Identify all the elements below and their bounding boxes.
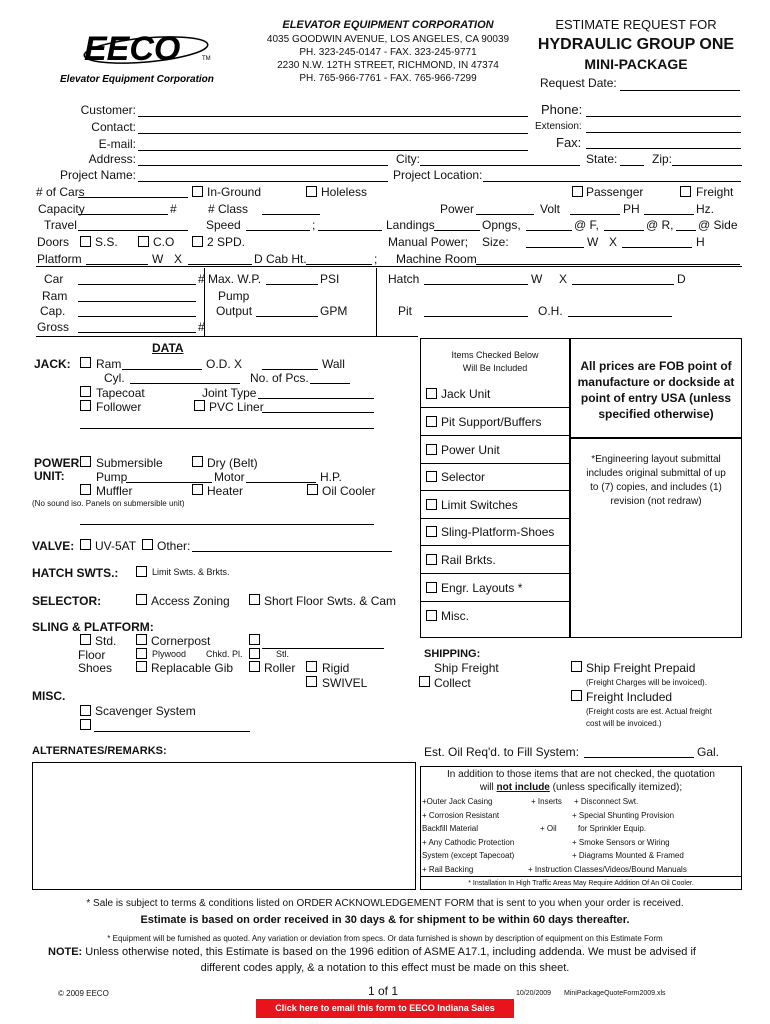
shoes-label: Shoes bbox=[78, 661, 113, 675]
project-name-label: Project Name: bbox=[59, 168, 136, 182]
contact-label: Contact: bbox=[91, 120, 136, 134]
fob-line: point of entry USA (unless bbox=[580, 391, 732, 405]
note-text-1: NOTE: Unless otherwise noted, this Estimate is based on the 1996 edition of ASME A17.1, including addenda. We must be advised if bbox=[48, 946, 696, 958]
cyl-field[interactable] bbox=[130, 383, 240, 384]
jack-ram-field[interactable] bbox=[122, 369, 202, 370]
replacable-gib-checkbox[interactable] bbox=[136, 661, 147, 672]
od-label: O.D. X bbox=[206, 357, 243, 371]
roller-checkbox[interactable] bbox=[249, 661, 260, 672]
not-included-item: + Smoke Sensors or Wiring bbox=[572, 837, 670, 847]
item-divider bbox=[420, 407, 570, 408]
logo-text: EECO bbox=[84, 30, 181, 68]
volt-label: Volt bbox=[540, 202, 561, 216]
item-label: Misc. bbox=[441, 609, 469, 623]
item-checkbox[interactable] bbox=[426, 444, 437, 455]
landings-field[interactable] bbox=[434, 230, 480, 231]
no-pcs-field[interactable] bbox=[310, 383, 350, 384]
install-divider bbox=[420, 876, 742, 877]
selector-label: SELECTOR: bbox=[32, 594, 102, 608]
sale-terms-note: * Sale is subject to terms & conditions listed on ORDER ACKNOWLEDGEMENT FORM that is sent to you when your order is received. bbox=[86, 898, 684, 909]
items-title-2: Will Be Included bbox=[462, 363, 528, 373]
dry-belt-checkbox[interactable] bbox=[192, 456, 203, 467]
hp-label: H.P. bbox=[320, 470, 342, 484]
pit-label: Pit bbox=[398, 304, 413, 318]
not-included-line-1: In addition to those items that are not checked, the quotation bbox=[447, 769, 715, 780]
oil-required-field[interactable] bbox=[584, 757, 694, 758]
company-name: ELEVATOR EQUIPMENT CORPORATION bbox=[282, 19, 494, 31]
inground-checkbox[interactable] bbox=[192, 186, 203, 197]
item-divider bbox=[420, 518, 570, 519]
phase-field[interactable] bbox=[570, 214, 620, 215]
customer-label: Customer: bbox=[80, 103, 136, 117]
prepaid-label: Ship Freight Prepaid bbox=[586, 661, 696, 675]
valve-other-checkbox[interactable] bbox=[142, 539, 153, 550]
inground-label: In-Ground bbox=[207, 185, 262, 199]
misc-label: MISC. bbox=[32, 689, 66, 703]
passenger-checkbox[interactable] bbox=[572, 186, 583, 197]
heater-checkbox[interactable] bbox=[192, 484, 203, 495]
valve-other-label: Other: bbox=[157, 539, 191, 553]
hertz-field[interactable] bbox=[644, 214, 694, 215]
not-included-item: +Outer Jack Casing bbox=[422, 797, 493, 806]
no-sound-note: (No sound iso. Panels on submersible unit) bbox=[32, 499, 185, 508]
dry-belt-label: Dry (Belt) bbox=[207, 456, 258, 470]
oil-required-label: Est. Oil Req'd. to Fill System: bbox=[424, 745, 579, 759]
openings-field[interactable] bbox=[526, 230, 572, 231]
swivel-label: SWIVEL bbox=[322, 676, 368, 690]
oil-cooler-checkbox[interactable] bbox=[307, 484, 318, 495]
item-label: Limit Switches bbox=[441, 498, 518, 512]
platform-w: W bbox=[152, 252, 164, 266]
doors-ss-label: S.S. bbox=[95, 235, 118, 249]
not-included-item: for Sprinkler Equip. bbox=[578, 824, 647, 833]
spd2-label: 2 SPD. bbox=[207, 235, 246, 249]
not-included-item: + Corrosion Resistant bbox=[422, 810, 500, 820]
overhead-field[interactable] bbox=[568, 316, 672, 317]
hatch-x-field[interactable] bbox=[572, 284, 674, 285]
item-checkbox[interactable] bbox=[426, 416, 437, 427]
cap-field[interactable] bbox=[78, 316, 196, 317]
oil-cooler-label: Oil Cooler bbox=[322, 484, 376, 498]
doors-co-checkbox[interactable] bbox=[138, 236, 149, 247]
limit-switches-label: Limit Swts. & Brkts. bbox=[152, 567, 230, 577]
size-w: W bbox=[587, 235, 599, 249]
cab-semicolon: ; bbox=[374, 252, 378, 266]
item-divider bbox=[420, 463, 570, 464]
not-included-item: + Any Cathodic Protection bbox=[422, 837, 515, 847]
speed-field-2[interactable] bbox=[318, 230, 382, 231]
power-unit-extra-field[interactable] bbox=[80, 524, 374, 525]
size-w-field[interactable] bbox=[526, 247, 584, 248]
power-unit-label-2: UNIT: bbox=[34, 469, 65, 483]
request-date-field[interactable] bbox=[620, 90, 740, 91]
od-field[interactable] bbox=[262, 369, 318, 370]
capacity-hash: # bbox=[170, 202, 177, 216]
jack-extra-field[interactable] bbox=[80, 428, 374, 429]
collect-checkbox[interactable] bbox=[419, 676, 430, 687]
gross-field[interactable] bbox=[78, 332, 196, 333]
item-divider bbox=[420, 545, 570, 546]
phone-field[interactable] bbox=[586, 116, 741, 117]
scavenger-checkbox[interactable] bbox=[80, 705, 91, 716]
logo-tm: TM bbox=[202, 56, 211, 62]
fob-line: specified otherwise) bbox=[598, 407, 714, 421]
access-zoning-label: Access Zoning bbox=[151, 594, 230, 608]
item-checkbox[interactable] bbox=[426, 554, 437, 565]
not-included-item: System (except Tapecoat) bbox=[422, 851, 515, 860]
platform-w-field[interactable] bbox=[86, 264, 148, 265]
extension-field[interactable] bbox=[586, 132, 741, 133]
at-front-label: @ F, bbox=[574, 218, 599, 232]
speed-field[interactable] bbox=[246, 230, 310, 231]
gross-label: Gross bbox=[37, 320, 70, 334]
alternates-label: ALTERNATES/REMARKS: bbox=[32, 745, 167, 757]
speed-semicolon: ; bbox=[312, 218, 316, 232]
email-label: E-mail: bbox=[98, 137, 136, 151]
pit-field[interactable] bbox=[424, 316, 528, 317]
roller-label: Roller bbox=[264, 661, 296, 675]
freight-checkbox[interactable] bbox=[680, 186, 691, 197]
hatch-w: W bbox=[531, 272, 543, 286]
overhead-label: O.H. bbox=[538, 304, 563, 318]
request-date-label: Request Date: bbox=[540, 76, 617, 90]
ship-freight-label: Ship Freight bbox=[434, 661, 499, 675]
alternates-remarks-field[interactable] bbox=[32, 762, 416, 890]
engineering-line: to (7) copies, and includes (1) bbox=[590, 482, 722, 493]
gallons-label: Gal. bbox=[697, 745, 720, 759]
submersible-checkbox[interactable] bbox=[80, 456, 91, 467]
logo-subtitle: Elevator Equipment Corporation bbox=[60, 74, 214, 85]
ram-field[interactable] bbox=[78, 301, 196, 302]
cornerpost-checkbox[interactable] bbox=[136, 634, 147, 645]
max-wp-label: Max. W.P. bbox=[208, 272, 262, 286]
vline-1 bbox=[204, 268, 205, 336]
hatch-d: D bbox=[677, 272, 686, 286]
car-label: Car bbox=[44, 272, 64, 286]
city-field[interactable] bbox=[420, 165, 580, 166]
cars-field[interactable] bbox=[78, 197, 188, 198]
item-checkbox[interactable] bbox=[426, 582, 437, 593]
hatch-label: Hatch bbox=[388, 272, 420, 286]
valve-label: VALVE: bbox=[32, 539, 75, 553]
company-address-1: 4035 GOODWIN AVENUE, LOS ANGELES, CA 90039 bbox=[266, 34, 510, 45]
item-checkbox[interactable] bbox=[426, 610, 437, 621]
not-included-inserts: + Inserts bbox=[531, 797, 562, 806]
freight-costs-note-1: (Freight costs are est. Actual freight bbox=[586, 707, 712, 716]
cab-height-label: D Cab Ht. bbox=[254, 252, 307, 266]
car-hash: # bbox=[198, 272, 205, 286]
sling-extra-field[interactable] bbox=[262, 648, 384, 649]
item-label: Power Unit bbox=[441, 443, 500, 457]
psi-label: PSI bbox=[320, 272, 340, 286]
manual-power-label: Manual Power; bbox=[388, 235, 469, 249]
max-wp-field[interactable] bbox=[266, 284, 318, 285]
std-label: Std. bbox=[95, 634, 117, 648]
form-title: HYDRAULIC GROUP ONE bbox=[537, 36, 735, 53]
rigid-label: Rigid bbox=[322, 661, 350, 675]
item-label: Pit Support/Buffers bbox=[441, 415, 542, 429]
company-logo bbox=[54, 30, 234, 90]
zip-field[interactable] bbox=[672, 165, 742, 166]
note-text-2: different codes apply, & a notation to this effect must be made on this sheet. bbox=[200, 962, 570, 974]
pvc-liner-checkbox[interactable] bbox=[194, 400, 205, 411]
std-checkbox[interactable] bbox=[80, 634, 91, 645]
size-label: Size: bbox=[482, 235, 509, 249]
heater-label: Heater bbox=[207, 484, 244, 498]
fob-line: All prices are FOB point of bbox=[580, 359, 732, 373]
item-label: Jack Unit bbox=[441, 387, 491, 401]
misc-extra-field[interactable] bbox=[94, 731, 250, 732]
pump-unit-label: Pump bbox=[96, 470, 128, 484]
sling-platform-label: SLING & PLATFORM: bbox=[32, 620, 154, 634]
project-location-label: Project Location: bbox=[393, 168, 483, 182]
machine-room-label: Machine Room bbox=[396, 252, 477, 266]
fax-label: Fax: bbox=[556, 135, 582, 150]
hatch-x: X bbox=[559, 272, 568, 286]
address-field[interactable] bbox=[138, 165, 388, 166]
hertz-label: Hz. bbox=[696, 202, 714, 216]
machine-room-field[interactable] bbox=[476, 264, 740, 265]
state-field[interactable] bbox=[620, 165, 644, 166]
output-label: Output bbox=[216, 304, 253, 318]
speed-label: Speed bbox=[206, 218, 241, 232]
project-location-field[interactable] bbox=[483, 181, 741, 182]
wall-label: Wall bbox=[322, 357, 345, 371]
contact-field[interactable] bbox=[138, 133, 528, 134]
invoiced-note: (Freight Charges will be invoiced). bbox=[586, 678, 707, 687]
class-field[interactable] bbox=[262, 214, 320, 215]
customer-field[interactable] bbox=[138, 116, 528, 117]
jack-ram-checkbox[interactable] bbox=[80, 357, 91, 368]
travel-label: Travel bbox=[44, 218, 77, 232]
data-title: DATA bbox=[152, 341, 184, 355]
pump-unit-field[interactable] bbox=[126, 482, 212, 483]
estimate-validity-note: Estimate is based on order received in 30 days & for shipment to be within 60 days thereafter. bbox=[140, 914, 630, 926]
joint-type-field[interactable] bbox=[258, 398, 374, 399]
size-x-field[interactable] bbox=[622, 247, 692, 248]
email-field[interactable] bbox=[138, 150, 528, 151]
jack-label: JACK: bbox=[34, 357, 71, 371]
access-zoning-checkbox[interactable] bbox=[136, 594, 147, 605]
tapecoat-checkbox[interactable] bbox=[80, 386, 91, 397]
collect-label: Collect bbox=[434, 676, 471, 690]
state-label: State: bbox=[586, 152, 618, 166]
uv5at-label: UV-5AT bbox=[95, 539, 137, 553]
passenger-label: Passenger bbox=[586, 185, 644, 199]
not-included-item: + Disconnect Swt. bbox=[574, 797, 639, 806]
motor-label: Motor bbox=[214, 470, 245, 484]
item-label: Sling-Platform-Shoes bbox=[441, 525, 555, 539]
steel-label: Stl. bbox=[276, 649, 290, 659]
eeco-logo-icon bbox=[54, 30, 234, 90]
email-form-button[interactable]: Click here to email this form to EECO Indiana Sales bbox=[256, 999, 514, 1018]
item-checkbox[interactable] bbox=[426, 526, 437, 537]
cornerpost-label: Cornerpost bbox=[151, 634, 211, 648]
scavenger-label: Scavenger System bbox=[95, 704, 196, 718]
plywood-checkbox[interactable] bbox=[136, 648, 147, 659]
estimate-request-label: ESTIMATE REQUEST FOR bbox=[555, 17, 717, 32]
not-included-item: + Instruction Classes/Videos/Bound Manuals bbox=[528, 864, 687, 874]
phone-label: Phone: bbox=[541, 102, 583, 117]
copyright: © 2009 EECO bbox=[58, 989, 109, 998]
output-field[interactable] bbox=[256, 316, 318, 317]
freight-label: Freight bbox=[696, 185, 734, 199]
at-front-field[interactable] bbox=[604, 230, 644, 231]
item-divider bbox=[420, 573, 570, 574]
pvc-liner-label: PVC Liner bbox=[209, 400, 264, 414]
engineering-line: includes original submittal of up bbox=[586, 468, 726, 479]
no-pcs-label: No. of Pcs. bbox=[250, 371, 309, 385]
limit-switches-checkbox[interactable] bbox=[136, 566, 147, 577]
items-title-1: Items Checked Below bbox=[451, 350, 539, 360]
checkered-plate-checkbox[interactable] bbox=[249, 648, 260, 659]
form-subtitle: MINI-PACKAGE bbox=[584, 56, 688, 72]
follower-label: Follower bbox=[96, 400, 142, 414]
joint-type-label: Joint Type bbox=[202, 386, 257, 400]
floor-label: Floor bbox=[78, 648, 106, 662]
doors-co-label: C.O bbox=[153, 235, 175, 249]
item-divider bbox=[420, 601, 570, 602]
gpm-label: GPM bbox=[320, 304, 348, 318]
cab-height-field[interactable] bbox=[306, 264, 372, 265]
short-floor-label: Short Floor Swts. & Cam bbox=[264, 594, 397, 608]
divider-1 bbox=[36, 266, 742, 267]
muffler-checkbox[interactable] bbox=[80, 484, 91, 495]
misc-extra-checkbox[interactable] bbox=[80, 719, 91, 730]
cap-label: Cap. bbox=[40, 304, 66, 318]
power-field[interactable] bbox=[476, 214, 534, 215]
capacity-field[interactable] bbox=[78, 214, 168, 215]
item-checkbox[interactable] bbox=[426, 471, 437, 482]
platform-x-field[interactable] bbox=[188, 264, 252, 265]
hatch-field[interactable] bbox=[424, 284, 528, 285]
company-phone-1: PH. 323-245-0147 - FAX. 323-245-9771 bbox=[299, 47, 477, 58]
zip-label: Zip: bbox=[652, 152, 673, 166]
item-checkbox[interactable] bbox=[426, 388, 437, 399]
vline-2 bbox=[376, 268, 377, 336]
capacity-label: Capacity bbox=[38, 202, 85, 216]
submersible-label: Submersible bbox=[96, 456, 163, 470]
openings-label: Opngs, bbox=[482, 218, 521, 232]
rigid-checkbox[interactable] bbox=[306, 661, 317, 672]
item-divider bbox=[420, 490, 570, 491]
follower-checkbox[interactable] bbox=[80, 400, 91, 411]
car-field[interactable] bbox=[78, 284, 196, 285]
sling-extra-checkbox[interactable] bbox=[249, 634, 260, 645]
muffler-label: Muffler bbox=[96, 484, 133, 498]
ram-label: Ram bbox=[42, 289, 68, 303]
divider-2 bbox=[36, 336, 418, 337]
uv5at-checkbox[interactable] bbox=[80, 539, 91, 550]
doors-label: Doors bbox=[37, 235, 70, 249]
power-label: Power bbox=[440, 202, 475, 216]
freight-costs-note-2: cost will be invoiced.) bbox=[586, 719, 662, 728]
doors-ss-checkbox[interactable] bbox=[80, 236, 91, 247]
equipment-note: * Equipment will be furnished as quoted. Any variation or deviation from specs. Or data furnished is shown by description of equipment on this Estimate Form bbox=[107, 934, 663, 943]
fob-line: manufacture or dockside at bbox=[577, 375, 735, 389]
checkered-plate-label: Chkd. Pl. bbox=[206, 649, 243, 659]
replacable-gib-label: Replacable Gib bbox=[151, 661, 234, 675]
form-date: 10/20/2009 bbox=[516, 990, 552, 997]
prepaid-checkbox[interactable] bbox=[571, 661, 582, 672]
platform-x: X bbox=[174, 252, 183, 266]
project-name-field[interactable] bbox=[138, 181, 388, 182]
not-included-line-2: will not include (unless specifically itemized); bbox=[479, 782, 683, 793]
at-rear-label: @ R, bbox=[646, 218, 674, 232]
page-number: 1 of 1 bbox=[368, 984, 399, 998]
freight-included-label: Freight Included bbox=[586, 690, 673, 704]
pump-label: Pump bbox=[218, 289, 250, 303]
tapecoat-label: Tapecoat bbox=[96, 386, 145, 400]
power-unit-label-1: POWER bbox=[34, 456, 80, 470]
cyl-label: Cyl. bbox=[104, 371, 125, 385]
address-label: Address: bbox=[88, 152, 136, 166]
not-included-item: + Special Shunting Provision bbox=[572, 810, 675, 820]
swivel-checkbox[interactable] bbox=[306, 676, 317, 687]
item-checkbox[interactable] bbox=[426, 499, 437, 510]
extension-label: Extension: bbox=[535, 121, 582, 132]
jack-ram-label: Ram bbox=[96, 357, 122, 371]
not-included-item: + Diagrams Mounted & Framed bbox=[572, 851, 684, 860]
at-rear-field[interactable] bbox=[676, 230, 696, 231]
class-label: # Class bbox=[208, 202, 249, 216]
phase-label: PH bbox=[623, 202, 640, 216]
at-side-label: @ Side bbox=[698, 218, 738, 232]
cars-label: # of Cars bbox=[36, 185, 85, 199]
travel-field[interactable] bbox=[78, 230, 188, 231]
item-label: Rail Brkts. bbox=[441, 553, 496, 567]
not-included-item: Backfill Material bbox=[422, 824, 479, 833]
engineering-line: revision (not redraw) bbox=[610, 496, 702, 507]
fax-field[interactable] bbox=[586, 148, 741, 149]
city-label: City: bbox=[396, 152, 420, 166]
holeless-label: Holeless bbox=[321, 185, 368, 199]
form-filename: MiniPackageQuoteForm2009.xls bbox=[564, 990, 666, 997]
freight-included-checkbox[interactable] bbox=[571, 690, 582, 701]
hatch-switches-label: HATCH SWTS.: bbox=[32, 566, 119, 580]
shipping-title: SHIPPING: bbox=[424, 648, 481, 660]
item-label: Engr. Layouts * bbox=[441, 581, 523, 595]
short-floor-checkbox[interactable] bbox=[249, 594, 260, 605]
engineering-line: *Engineering layout submittal bbox=[591, 454, 721, 465]
gross-hash: # bbox=[198, 320, 205, 334]
platform-label: Platform bbox=[37, 252, 82, 266]
holeless-checkbox[interactable] bbox=[306, 186, 317, 197]
plywood-label: Plywood bbox=[152, 649, 187, 659]
height-label: H bbox=[696, 235, 705, 249]
spd2-checkbox[interactable] bbox=[192, 236, 203, 247]
motor-field[interactable] bbox=[246, 482, 316, 483]
landings-label: Landings bbox=[386, 218, 435, 232]
not-included-oil: + Oil bbox=[540, 824, 557, 833]
item-divider bbox=[420, 435, 570, 436]
item-label: Selector bbox=[441, 470, 486, 484]
size-x: X bbox=[609, 235, 618, 249]
company-phone-2: PH. 765-966-7761 - FAX. 765-966-7299 bbox=[299, 73, 477, 84]
install-note: * Installation In High Traffic Areas May Require Addition Of An Oil Cooler. bbox=[468, 880, 694, 887]
pvc-liner-field[interactable] bbox=[262, 412, 374, 413]
not-included-item: + Rail Backing bbox=[422, 864, 474, 874]
valve-other-field[interactable] bbox=[192, 551, 392, 552]
company-address-2: 2230 N.W. 12TH STREET, RICHMOND, IN 47374 bbox=[277, 60, 499, 71]
